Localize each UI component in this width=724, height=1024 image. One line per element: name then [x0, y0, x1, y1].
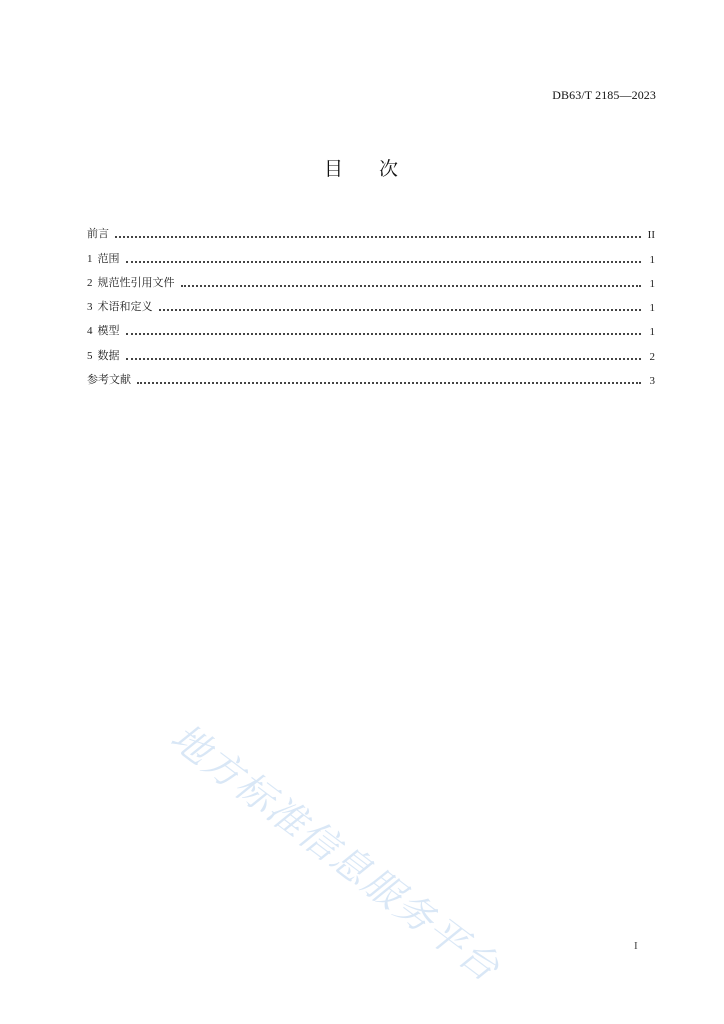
toc-entry-page: 1	[649, 277, 655, 290]
toc-dot-leader	[137, 382, 641, 384]
toc-title-char-1: 目	[323, 158, 345, 180]
toc-title	[0, 154, 724, 181]
toc-entry-label	[87, 347, 120, 363]
document-code: DB63/T 2185—2023	[552, 88, 656, 102]
toc-entry-number: 2	[87, 276, 93, 289]
toc-entry-page: II	[647, 229, 655, 242]
toc-dot-leader	[126, 261, 642, 263]
toc-dot-leader	[126, 333, 642, 335]
toc-entry-number: 5	[87, 349, 93, 362]
toc-entry-page: 1	[649, 253, 655, 266]
toc-entry-label: 前言	[87, 227, 109, 241]
watermark: 地方标准信息服务平台	[162, 714, 509, 991]
toc-entry-page: 2	[649, 350, 655, 363]
toc-entry-label	[87, 322, 120, 338]
toc-entry-terms-definitions[interactable]	[87, 290, 655, 314]
toc-entry-data[interactable]	[87, 338, 655, 362]
table-of-contents	[87, 217, 655, 387]
toc-entry-page: 1	[649, 302, 655, 315]
toc-entry-bibliography[interactable]	[87, 363, 655, 387]
toc-entry-label: 参考文献	[87, 373, 131, 387]
toc-entry-foreword[interactable]	[87, 217, 655, 241]
toc-entry-model[interactable]	[87, 314, 655, 338]
toc-title-char-2: 次	[379, 158, 401, 180]
toc-entry-page: 1	[649, 326, 655, 339]
toc-entry-label	[87, 250, 120, 266]
toc-entry-label	[87, 298, 153, 314]
toc-entry-number: 4	[87, 325, 93, 338]
toc-dot-leader	[181, 285, 642, 287]
toc-entry-number: 3	[87, 301, 93, 314]
toc-dot-leader	[115, 236, 641, 238]
toc-dot-leader	[126, 358, 642, 360]
toc-entry-page: 3	[649, 375, 655, 388]
toc-entry-number: 1	[87, 252, 93, 265]
toc-dot-leader	[159, 309, 642, 311]
toc-entry-title: 规范性引用文件	[97, 275, 175, 289]
toc-entry-title: 模型	[97, 324, 120, 338]
toc-entry-title: 术语和定义	[97, 300, 153, 314]
toc-entry-label	[87, 274, 175, 290]
toc-entry-normative-references[interactable]	[87, 266, 655, 290]
toc-entry-title: 范围	[97, 251, 120, 265]
page-number: I	[634, 940, 638, 952]
toc-entry-scope[interactable]	[87, 241, 655, 265]
toc-entry-title: 数据	[97, 348, 120, 362]
